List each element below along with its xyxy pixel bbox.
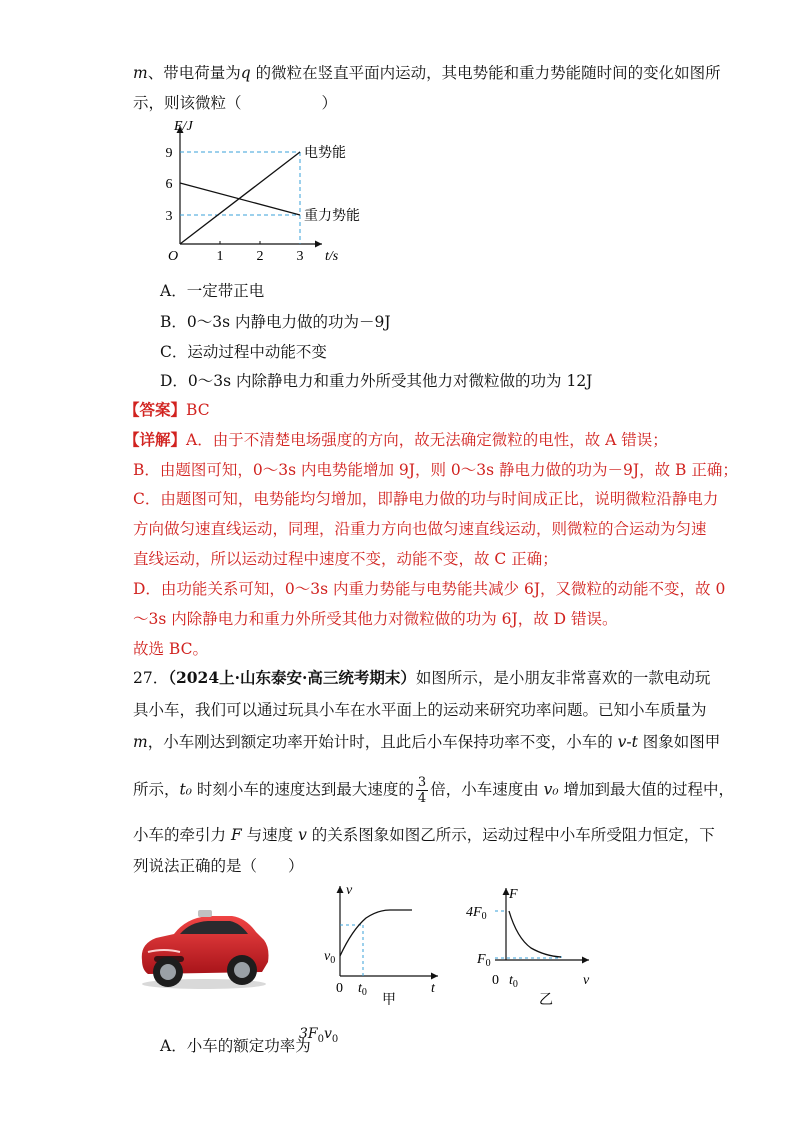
- q26-explain-1: B．由题图可知，0～3s 内电势能增加 9J，则 0～3s 静电力做的功为－9J，故 B 正确；: [133, 461, 738, 479]
- svg-text:乙: 乙: [539, 992, 553, 1005]
- q26-option-d: D．0～3s 内除静电力和重力外所受其他力对微粒做的功为 12J: [160, 372, 593, 390]
- q27-line3: m，小车刚达到额定功率开始计时，且此后小车保持功率不变，小车的 v-t 图象如图甲: [133, 733, 721, 751]
- q26-answer: 【答案】BC: [124, 400, 210, 419]
- x-tick-2: 2: [256, 249, 264, 264]
- q26-explain-3: 方向做匀速直线运动，同理，沿重力方向也做匀速直线运动，则微粒的合运动为匀速: [133, 520, 707, 538]
- svg-text:v: v: [583, 973, 590, 988]
- q26-energy-time-graph: [160, 114, 380, 272]
- svg-text:v0: $v_0$: [324, 949, 336, 966]
- graph-yi-f-v: [465, 880, 605, 1005]
- q27-option-a: A．小车的额定功率为: [160, 1037, 311, 1055]
- svg-text:t0: $t_0$: [358, 981, 367, 998]
- v-t-curve: [340, 910, 412, 956]
- svg-text:甲: 甲: [382, 992, 396, 1005]
- electric-potential-energy-line: [180, 152, 300, 244]
- x-tick-3: 3: [296, 249, 304, 264]
- q26-explain-6: ～3s 内除静电力和重力外所受其他力对微粒做的功为 6J，故 D 错误。: [133, 610, 618, 628]
- q26-explain-5: D．由功能关系可知，0～3s 内重力势能与电势能共减少 6J，又微粒的动能不变，故 0: [133, 580, 726, 598]
- q26-explain-7: 故选 BC。: [133, 640, 208, 658]
- q26-explain-4: 直线运动，所以运动过程中速度不变，动能不变，故 C 正确；: [133, 550, 558, 568]
- svg-text:v: v: [346, 883, 353, 898]
- toy-car-image: [134, 900, 274, 992]
- gravity-label: 重力势能: [304, 208, 360, 224]
- q27-line6: 列说法正确的是（ ）: [133, 857, 304, 875]
- q26-stem-line2: 示，则该微粒（ ）: [133, 94, 338, 112]
- tick-9: 9: [165, 146, 173, 161]
- q27-option-a-formula: $3F_0v_0$: [299, 1026, 339, 1045]
- svg-text:F0: $F_0$: [477, 952, 491, 969]
- gravitational-potential-energy-line: [180, 183, 300, 215]
- q26-option-c: C．运动过程中动能不变: [160, 343, 327, 361]
- svg-text:t: t: [431, 981, 435, 996]
- fraction-three-quarters: $\frac{3}{4}$: [417, 775, 427, 806]
- y-axis-label: E/J: [174, 119, 193, 134]
- origin-label: O: [168, 249, 179, 264]
- q27-line4: 所示，t₀ 时刻小车的速度达到最大速度的 $\frac{3}{4}$ 倍，小车速度由 v₀ 增加到最大值的过程中，: [133, 775, 735, 806]
- graph-jia-v-t: [320, 880, 455, 1005]
- svg-text:0: 0: [492, 973, 499, 988]
- q27-line5: 小车的牵引力 F 与速度 v 的关系图象如图乙所示，运动过程中小车所受阻力恒定，下: [133, 826, 715, 844]
- tick-3: 3: [165, 209, 173, 224]
- tick-6: 6: [165, 177, 173, 192]
- svg-text:t0: $t_0$: [509, 973, 518, 990]
- q26-stem-line1: m、带电荷量为q 的微粒在竖直平面内运动，其电势能和重力势能随时间的变化如图所: [133, 64, 721, 82]
- electric-label: 电势能: [304, 145, 346, 161]
- q26-option-a: A．一定带正电: [160, 282, 265, 300]
- q27-line2: 具小车，我们可以通过玩具小车在水平面上的运动来研究功率问题。已知小车质量为: [133, 701, 707, 719]
- svg-text:F: F: [509, 887, 518, 902]
- svg-text:4F0: $4F_0$: [466, 905, 487, 922]
- f-v-curve: [509, 911, 561, 957]
- svg-text:0: 0: [336, 981, 343, 996]
- q26-explain-0: 【详解】A．由于不清楚电场强度的方向，故无法确定微粒的电性，故 A 错误；: [124, 430, 668, 449]
- x-axis-label: t/s: [325, 249, 339, 264]
- q26-option-b: B．0～3s 内静电力做的功为－9J: [160, 313, 391, 331]
- q27-line1: 27．（2024上·山东泰安·高三统考期末）如图所示，是小朋友非常喜欢的一款电动玩: [133, 668, 711, 687]
- q26-explain-2: C．由题图可知，电势能均匀增加，即静电力做的功与时间成正比，说明微粒沿静电力: [133, 490, 719, 508]
- x-tick-1: 1: [216, 249, 224, 264]
